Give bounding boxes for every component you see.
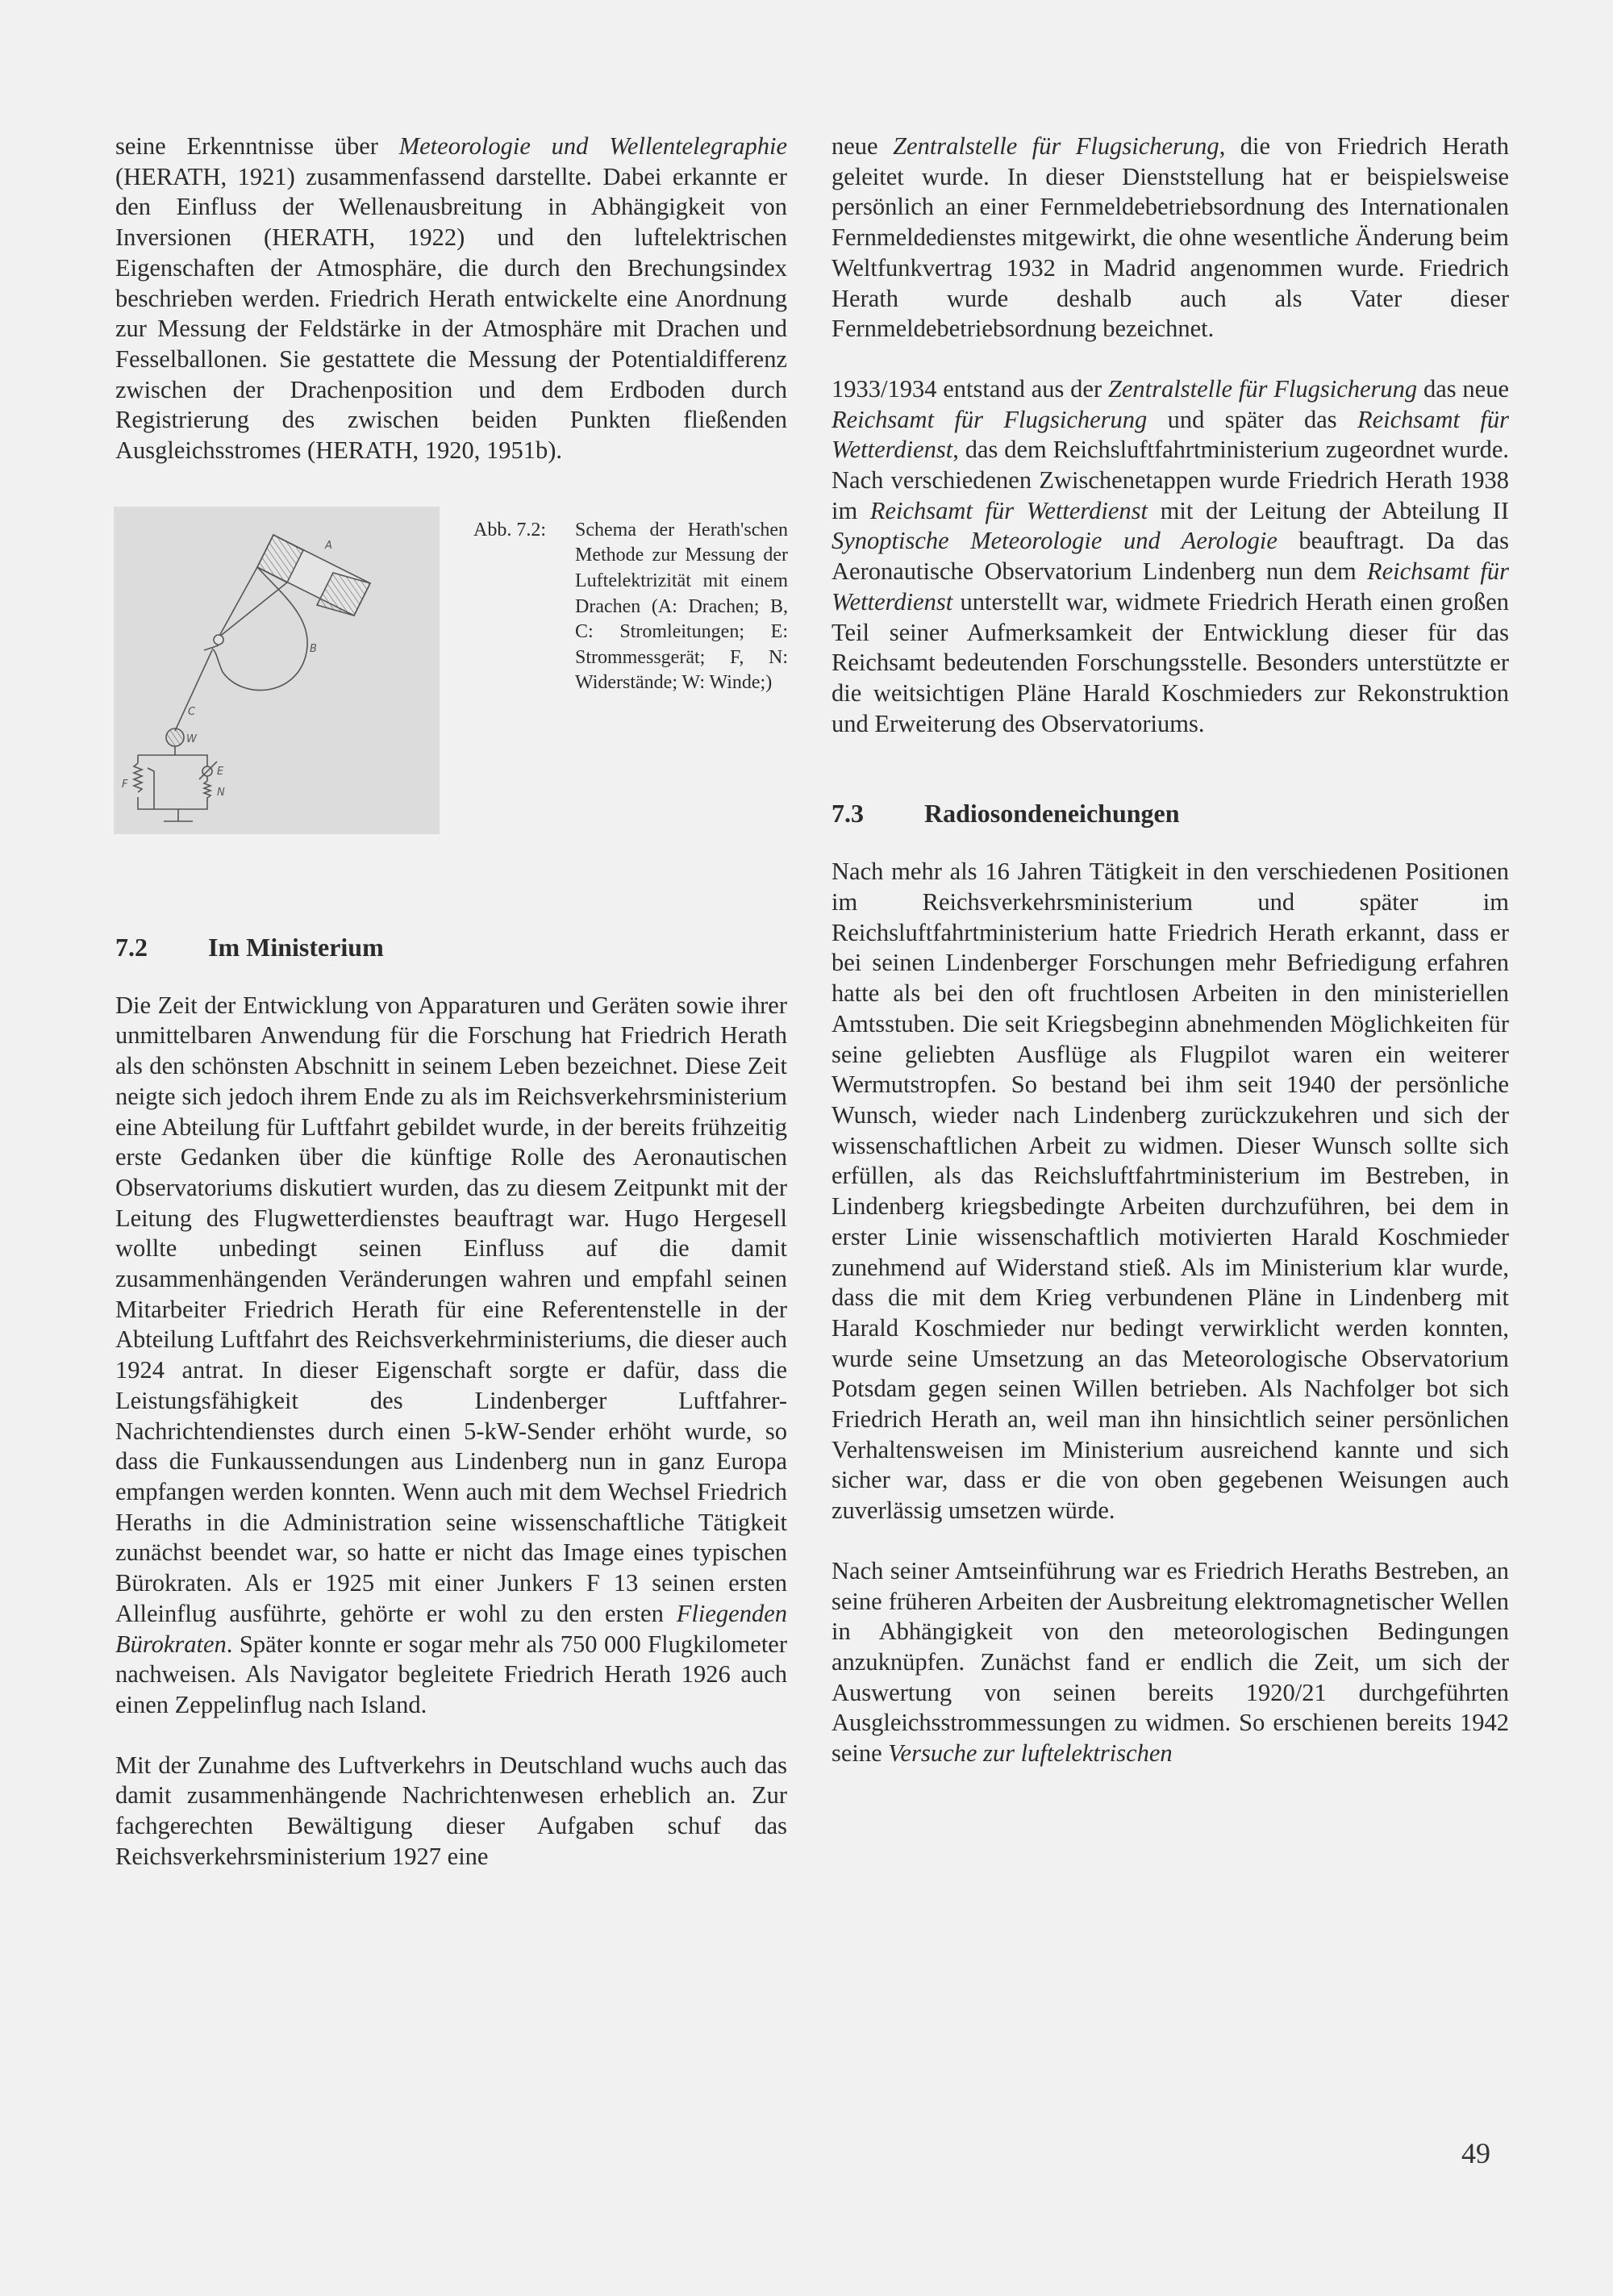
paragraph-radiosonde — [832, 857, 1509, 1526]
italic-institution: Reichsamt für Flugsicherung — [832, 405, 1148, 433]
paragraph-air-traffic — [115, 1751, 787, 1872]
text-run: 1933/1934 entstand aus der — [832, 374, 1108, 403]
text-run: , das dem Reichsluftfahrtministerium zugeordnet wurde. Nach verschiedenen Zwischenetappen wurde Friedrich Herath 1938 im — [832, 436, 1509, 524]
figure-7-2 — [115, 507, 787, 836]
kite-measurement-diagram — [114, 507, 440, 834]
right-column — [832, 131, 1509, 1769]
svg-text:W: W — [186, 733, 197, 745]
italic-institution: Reichsamt für Wetterdienst — [832, 557, 1509, 616]
text-run: Nach seiner Amtseinführung war es Friedrich Heraths Bestreben, an seine früheren Arbeiten der Ausbreitung elektromagnetischer Wellen in Abhängigkeit von den meteorologischen Bedingungen anzuknüpfen. Zunächst fand er endlich die Zeit, um sich der Auswertung von seinen bereits 1920/21 durchgeführten Ausgleichsstrommessungen zu widmen. So erschienen bereits 1942 seine — [832, 1556, 1509, 1768]
text-run: (HERATH, 1921) zusammenfassend darstellte. Dabei erkannte er den Einfluss der Wellenausbreitung in Abhängigkeit von Inversionen (HERATH, 1922) und den luftelektrischen Eigenschaften der Atmosphäre, die durch den Brechungsindex beschrieben werden. Friedrich Herath entwickelte eine Anordnung zur Messung der Feldstärke in der Atmosphäre mit Drachen und Fesselballonen. Sie gestattete die Messung der Potentialdifferenz zwischen der Drachenposition und dem Erdboden durch Registrierung des zwischen beiden Punkten fließenden Ausgleichsstromes (HERATH, 1920, 1951b). — [115, 162, 787, 465]
svg-text:F: F — [122, 778, 128, 791]
text-run: Mit der Zunahme des Luftverkehrs in Deutschland wuchs auch das damit zusammenhängende Nachrichtenwesen erheblich an. Zur fachgerechten Bewältigung dieser Aufgaben schuf das Reichsverkehrsministerium 1927 eine — [115, 1751, 787, 1870]
text-run: das neue — [1417, 374, 1509, 403]
section-heading-7-2 — [115, 931, 787, 963]
text-run: , die von Friedrich Herath geleitet wurde. In dieser Dienststellung hat er beispielsweise persönlich an einer Fernmeldebetriebsordnung des Internationalen Fernmeldedienstes mitgewirkt, die ohne wesentliche Änderung beim Weltfunkvertrag 1932 in Madrid angenommen wurde. Friedrich Herath wurde deshalb auch als Vater dieser Fernmeldebetriebsordnung bezeichnet. — [832, 132, 1510, 343]
section-number: 7.3 — [832, 799, 864, 829]
italic-institution: Zentralstelle für Flugsicherung — [893, 132, 1219, 160]
paragraph-amtseinfuehrung — [832, 1556, 1509, 1769]
figure-caption — [473, 518, 788, 696]
text-run: Nach mehr als 16 Jahren Tätigkeit in den verschiedenen Positionen im Reichsverkehrsministerium und später im Reichsluftfahrtministerium hatte Friedrich Herath erkannt, dass er bei seinen Lindenberger Forschungen mehr Befriedigung erfahren hatte als bei den oft fruchtlosen Arbeiten in den ministeriellen Amtsstuben. Die seit Kriegsbeginn abnehmenden Möglichkeiten für seine geliebten Ausflüge als Flugpilot waren ein weiterer Wermutstropfen. So bestand bei ihm seit 1940 der persönliche Wunsch, wieder nach Lindenberg zurückzukehren und sich der wissenschaftlichen Arbeit zu widmen. Dieser Wunsch sollte sich erfüllen, als das Reichsluftfahrtministerium im Bestreben, in Lindenberg kriegsbedingte Arbeiten durchzuführen, bei dem in erster Linie wissenschaftlich motivierten Harald Koschmieder zunehmend auf Widerstand stieß. Als im Ministerium klar wurde, dass die mit dem Krieg verbundenen Pläne in Lindenberg mit Harald Koschmieder nur bedingt verwirklicht werden konnten, wurde seine Umsetzung an das Meteorologische Observatorium Potsdam gegen seinen Willen betrieben. Als Nachfolger bot sich Friedrich Herath an, weil man ihn hinsichtlich seiner persönlichen Verhaltensweisen im Ministerium ausreichend kannte und sich sicher war, dass er die von oben gegebenen Weisungen auch zuverlässig umsetzen würde. — [832, 858, 1509, 1525]
svg-text:C: C — [188, 705, 196, 718]
text-run: beauftragt. Da das Aeronautische Observatorium Lindenberg nun dem — [832, 527, 1510, 586]
svg-text:N: N — [217, 786, 225, 799]
svg-text:B: B — [310, 642, 317, 655]
paragraph-ministry — [115, 991, 787, 1721]
text-run: . Später konnte er sogar mehr als 750 000 Flugkilometer nachweisen. Als Navigator begleitete Friedrich Herath 1926 auch einen Zeppelinflug nach Island. — [115, 1630, 787, 1718]
svg-text:A: A — [325, 539, 332, 552]
section-heading-7-3 — [832, 797, 1509, 829]
left-column — [115, 131, 787, 1872]
paragraph-reichsamt — [832, 374, 1509, 739]
text-run: und später das — [1147, 405, 1357, 433]
figure-label: Abb. 7.2: — [473, 519, 546, 541]
section-title: Im Ministerium — [208, 932, 384, 962]
italic-department: Synoptische Meteorologie und Aerologie — [832, 527, 1277, 555]
italic-title: Versuche zur luftelektrischen — [888, 1739, 1173, 1768]
italic-institution: Reichsamt für Wetterdienst — [832, 405, 1509, 464]
italic-title: Meteorologie und Wellentelegraphie — [398, 132, 787, 160]
paragraph-herath-kite-measurement — [115, 131, 787, 466]
paragraph-zentralstelle — [832, 131, 1509, 344]
section-number: 7.2 — [115, 932, 148, 962]
italic-institution: Zentralstelle für Flugsicherung — [1107, 374, 1418, 403]
svg-text:E: E — [217, 765, 224, 778]
page-number: 49 — [1461, 2137, 1490, 2169]
section-title: Radiosondeneichungen — [924, 799, 1180, 829]
figure-caption-text: Schema der Herath'schen Methode zur Messung der Luftelektrizität mit einem Drachen (A: Drachen; B, C: Stromleitungen; E: Strommessgerät; F, N: Widerstände; W: Winde;) — [575, 519, 788, 694]
text-run: Die Zeit der Entwicklung von Apparaturen und Geräten sowie ihrer unmittelbaren Anwendung für die Forschung hat Friedrich Herath als den schönsten Abschnitt in seinem Leben bezeichnet. Diese Zeit neigte sich jedoch ihrem Ende zu als im Reichsverkehrsministerium eine Abteilung für Luftfahrt gebildet wurde, in der bereits frühzeitig erste Gedanken über die künftige Rolle des Aeronautischen Observatoriums diskutiert wurden, das zu diesem Zeitpunkt mit der Leitung des Flugwetterdienstes beauftragt war. Hugo Hergesell wollte unbedingt seinen Einfluss auf die damit zusammenhängenden Veränderungen wahren und empfahl seinen Mitarbeiter Friedrich Herath für eine Referentenstelle in der Abteilung Luftfahrt des Reichsverkehrministeriums, die dieser auch 1924 antrat. In dieser Eigenschaft sorgte er dafür, dass die Leistungsfähigkeit des Lindenberger Luftfahrer-Nachrichtendienstes durch einen 5-kW-Sender erhöht wurde, so dass die Funkaussendungen aus Lindenberg nun in ganz Europa empfangen werden konnten. Wenn auch mit dem Wechsel Friedrich Heraths in die Administration seine wissenschaftliche Tätigkeit zunächst beendet war, so hatte er nicht das Image eines typischen Bürokraten. Als er 1925 mit einer Junkers F 13 seinen ersten Alleinflug ausführte, gehörte er wohl zu den ersten — [115, 991, 787, 1627]
text-run: neue — [832, 132, 894, 160]
text-run: unterstellt war, widmete Friedrich Herath einen großen Teil seiner Aufmerksamkeit der Entwicklung dieser für das Reichsamt bedeutenden Forschungsstelle. Besonders unterstützte er die weitsichtigen Pläne Harald Koschmieders zur Rekonstruktion und Erweiterung des Observatoriums. — [832, 587, 1509, 737]
kite-schematic-icon — [114, 507, 440, 834]
text-run: seine Erkenntnisse über — [115, 132, 399, 160]
italic-term: Fliegenden Bürokraten — [115, 1599, 787, 1658]
italic-institution: Reichsamt für Wetterdienst — [869, 496, 1148, 524]
text-run: mit der Leitung der Abteilung II — [1148, 496, 1509, 524]
